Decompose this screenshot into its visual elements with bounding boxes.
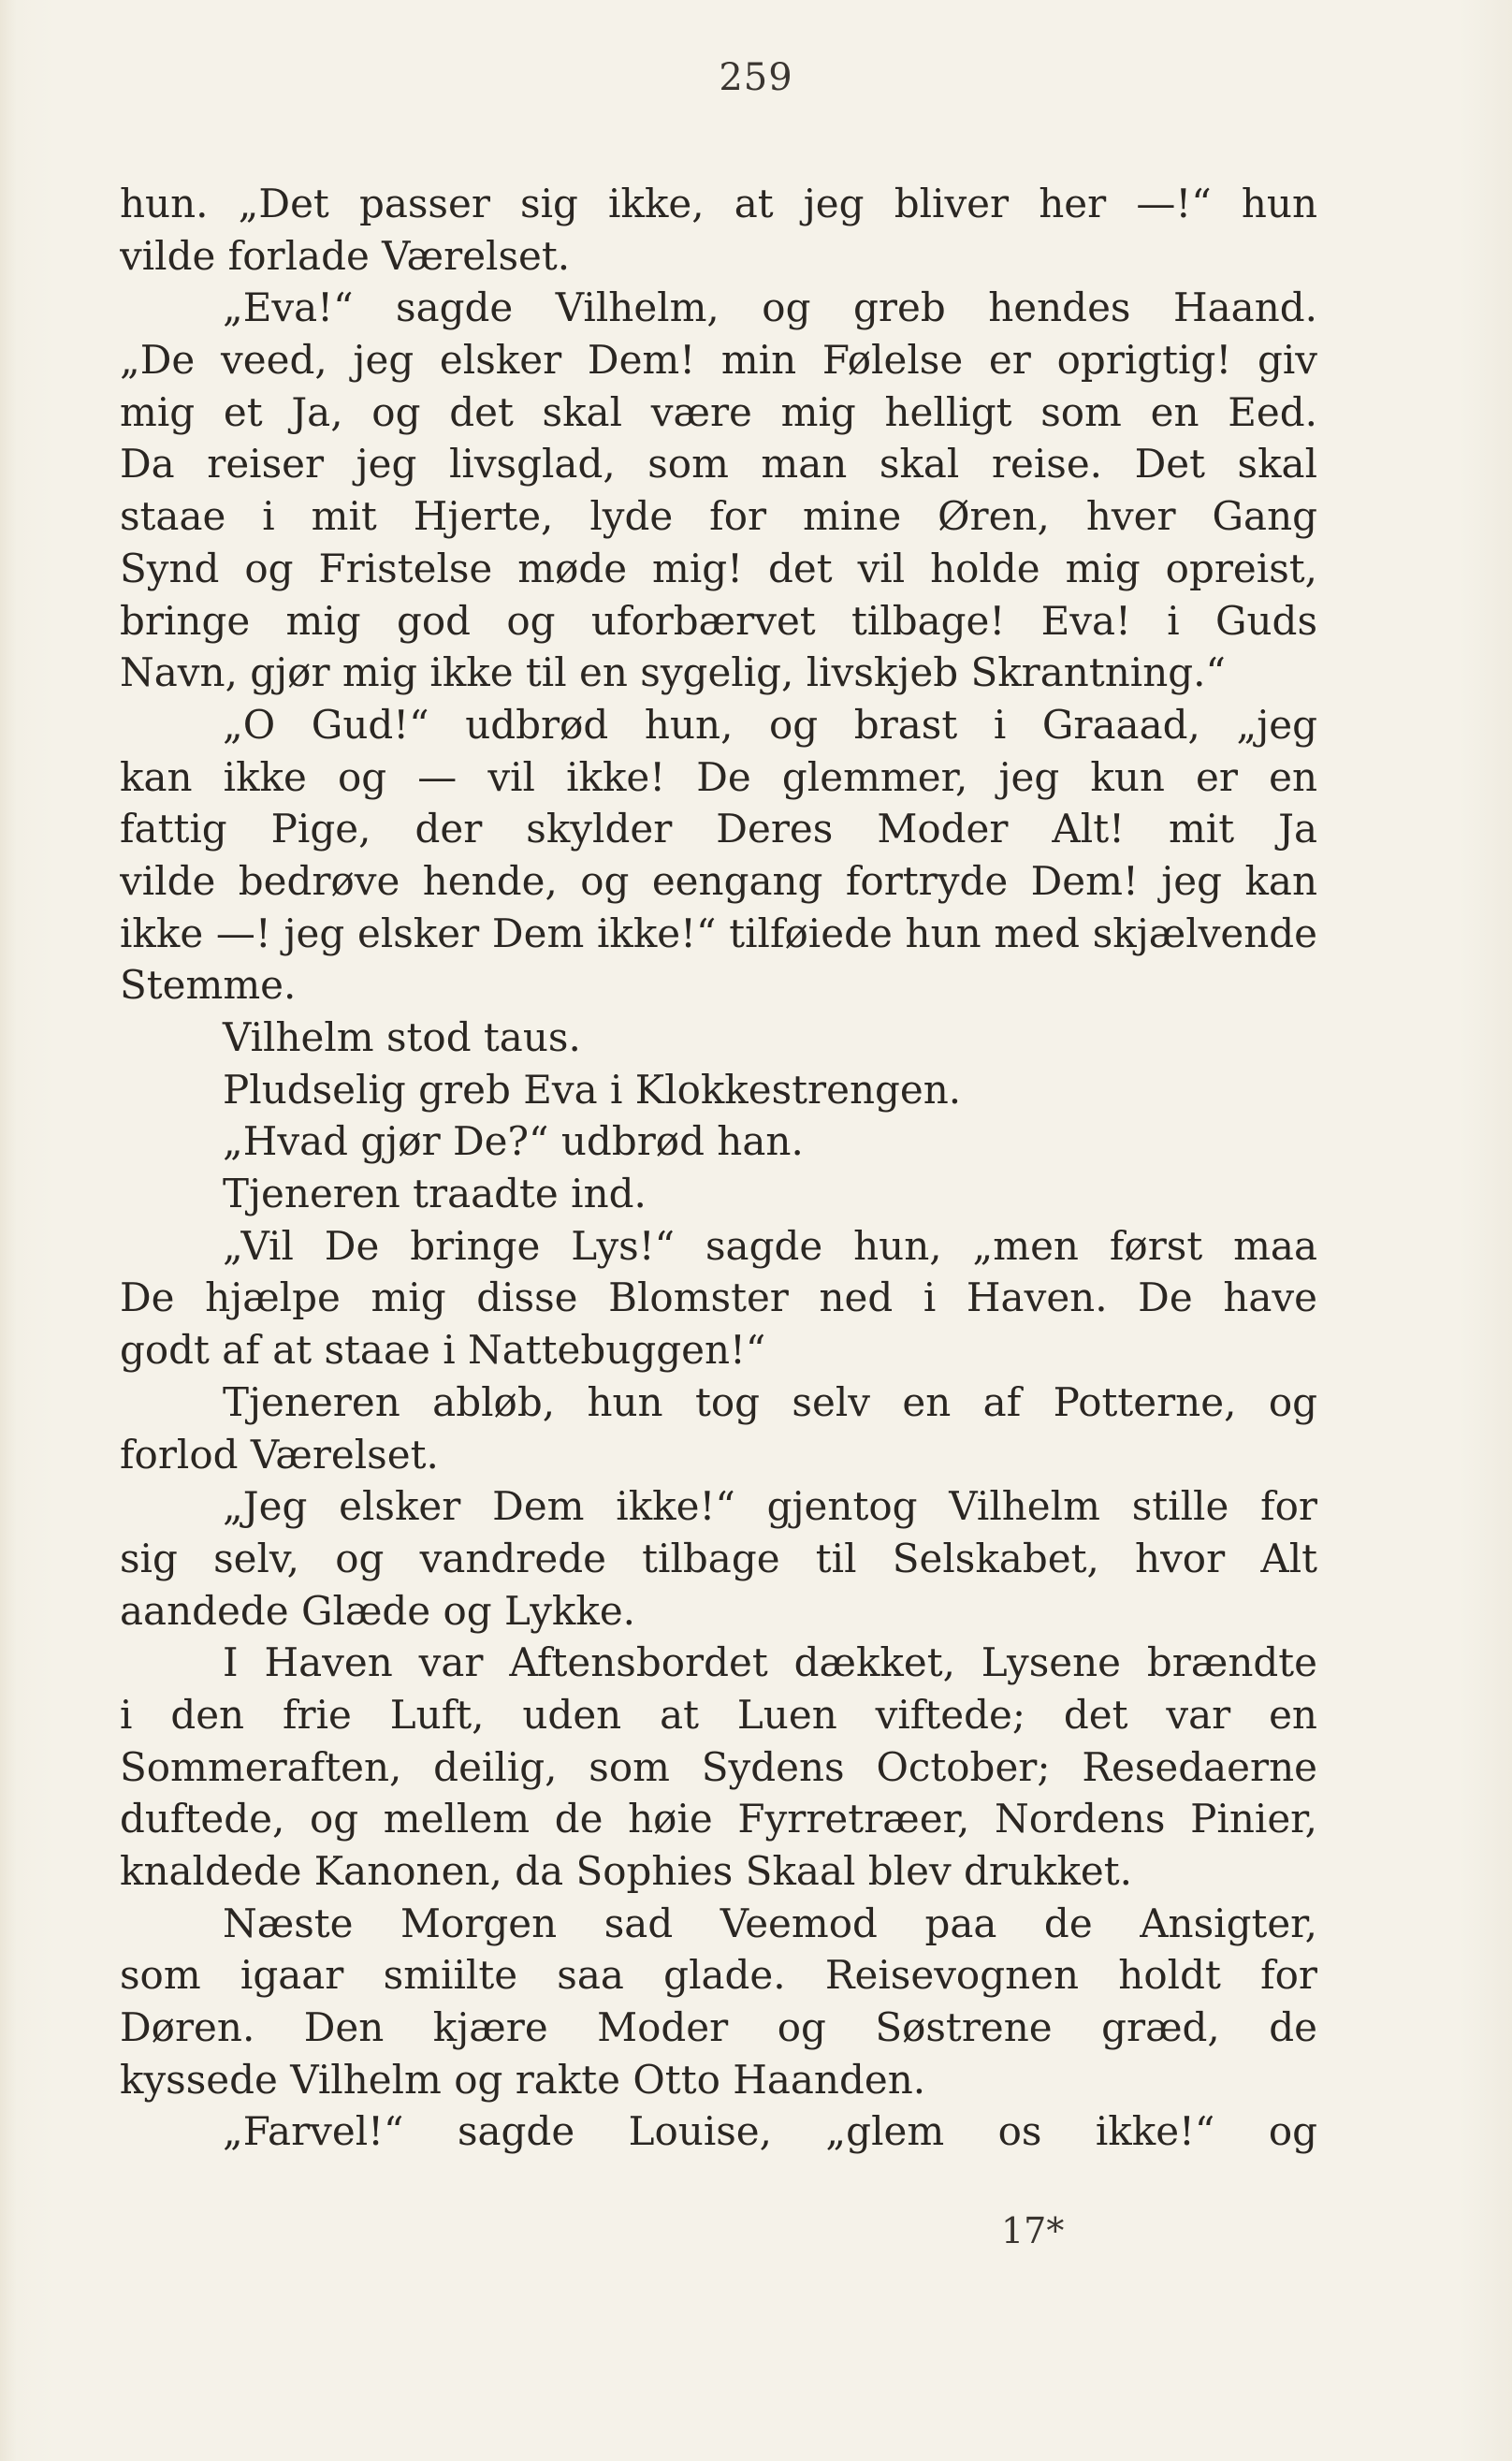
page-number: 259 [719,56,793,99]
text-line: staae i mit Hjerte, lyde for mine Øren, hver Gang [120,493,1317,540]
text-line: Pludselig greb Eva i Klokkestrengen. [223,1066,962,1113]
text-line: vilde bedrøve hende, og eengang fortryde Dem! jeg kan [120,857,1317,904]
text-line: I Haven var Aftensbordet dækket, Lysene brændte [223,1639,1317,1686]
body-text [120,178,1317,2158]
text-line: Døren. Den kjære Moder og Søstrene græd, de [120,2004,1317,2051]
text-line: kan ikke og — vil ikke! De glemmer, jeg kun er en [120,753,1317,800]
text-line: bringe mig god og uforbærvet tilbage! Eva! i Guds [120,597,1317,644]
text-line: Vilhelm stod taus. [223,1014,581,1060]
text-line: „Jeg elsker Dem ikke!“ gjentog Vilhelm stille for [223,1483,1317,1530]
text-line: „Hvad gjør De?“ udbrød han. [223,1118,804,1165]
text-line: Da reiser jeg livsglad, som man skal reise. Det skal [120,441,1317,488]
text-line: Stemme. [120,962,297,1009]
text-line: mig et Ja, og det skal være mig helligt som en Eed. [120,388,1317,435]
text-line: Tjeneren abløb, hun tog selv en af Potterne, og [223,1378,1317,1425]
text-line: vilde forlade Værelset. [120,232,571,279]
text-line: „O Gud!“ udbrød hun, og brast i Graaad, „jeg [223,701,1317,748]
text-line: duftede, og mellem de høie Fyrretræer, Nordens Pinier, [120,1796,1317,1842]
text-line: „De veed, jeg elsker Dem! min Følelse er oprigtig! giv [120,337,1317,384]
text-line: sig selv, og vandrede tilbage til Selskabet, hvor Alt [120,1535,1317,1581]
text-line: Sommeraften, deilig, som Sydens October; Resedaerne [120,1743,1317,1790]
text-line: kyssede Vilhelm og rakte Otto Haanden. [120,2056,926,2103]
text-line: „Vil De bringe Lys!“ sagde hun, „men først maa [223,1222,1317,1269]
text-line: forlod Værelset. [120,1431,439,1478]
text-line: De hjælpe mig disse Blomster ned i Haven. De have [120,1274,1317,1321]
text-line: Tjeneren traadte ind. [223,1171,647,1217]
text-line: fattig Pige, der skylder Deres Moder Alt! mit Ja [120,806,1317,852]
text-line: „Farvel!“ sagde Louise, „glem os ikke!“ og [223,2108,1317,2155]
text-line: „Eva!“ sagde Vilhelm, og greb hendes Haand. [223,284,1317,331]
text-line: som igaar smiilte saa glade. Reisevognen holdt for [120,1952,1317,1999]
text-line: Synd og Fristelse møde mig! det vil holde mig opreist, [120,545,1317,591]
text-line: hun. „Det passer sig ikke, at jeg bliver her —!“ hun [120,181,1317,226]
text-line: knaldede Kanonen, da Sophies Skaal blev drukket. [120,1848,1133,1894]
signature-mark: 17* [1001,2210,1065,2251]
text-line: aandede Glæde og Lykke. [120,1587,636,1634]
text-line: i den frie Luft, uden at Luen viftede; det var en [120,1691,1317,1738]
text-line: Næste Morgen sad Veemod paa de Ansigter, [223,1900,1317,1946]
text-line: ikke —! jeg elsker Dem ikke!“ tilføiede hun med skjælvende [120,910,1317,956]
text-line: godt af at staae i Nattebuggen!“ [120,1327,766,1374]
text-line: Navn, gjør mig ikke til en sygelig, livskjeb Skrantning.“ [120,649,1226,696]
